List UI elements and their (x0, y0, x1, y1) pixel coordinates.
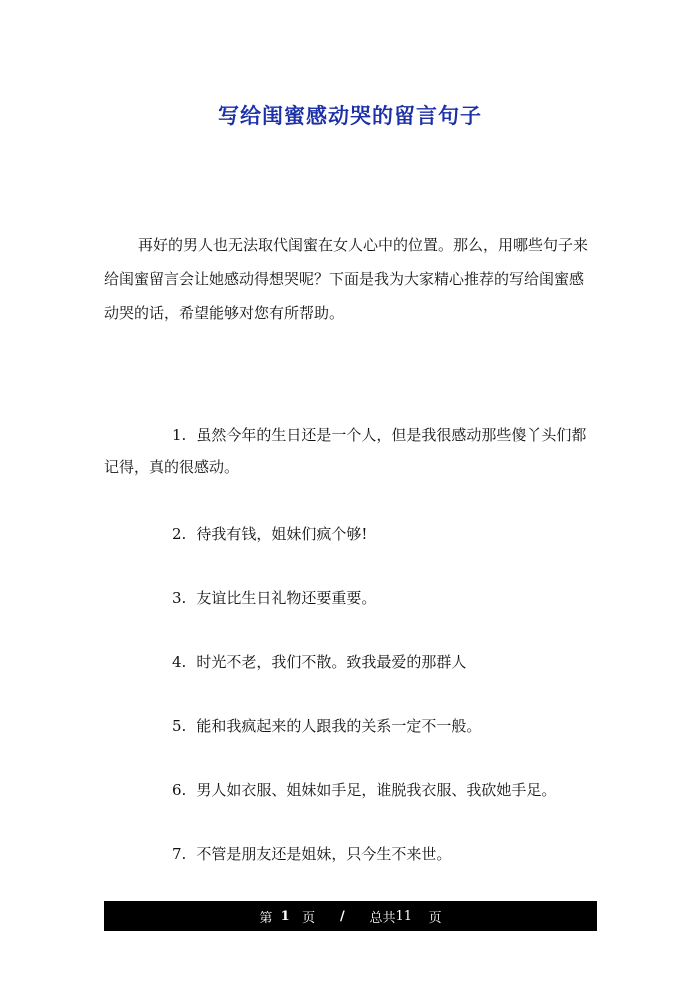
list-item-text: 能和我疯起来的人跟我的关系一定不一般。 (196, 717, 482, 735)
intro-paragraph: 再好的男人也无法取代闺蜜在女人心中的位置。那么，用哪些句子来给闺蜜留言会让她感动得想哭呢？下面是我为大家精心推荐的写给闺蜜感动哭的话，希望能够对您有所帮助。 (104, 236, 589, 322)
list-item-number: 1. (172, 426, 187, 444)
page-suffix: 页 (302, 910, 316, 926)
total-pages: 11 (395, 908, 413, 924)
list-item (104, 838, 598, 870)
page-separator: / (339, 908, 345, 924)
document-title: 写给闺蜜感动哭的留言句子 (218, 103, 482, 128)
total-suffix: 页 (428, 910, 442, 926)
list-item-text: 不管是朋友还是姐妹，只今生不来世。 (196, 845, 452, 863)
list-item-number: 6. (172, 781, 187, 799)
list-item-number: 2. (172, 525, 187, 543)
list-item (104, 518, 598, 550)
list-item-number: 3. (172, 589, 187, 607)
page-footer (104, 901, 597, 931)
list-item-text: 友谊比生日礼物还要重要。 (196, 589, 377, 607)
list-item-text: 待我有钱，姐妹们疯个够! (196, 525, 368, 543)
page-number: 1 (280, 908, 290, 924)
total-prefix: 总共 (369, 910, 396, 926)
list-item-text: 虽然今年的生日还是一个人，但是我很感动那些傻丫头们都记得，真的很感动。 (104, 426, 587, 476)
list-item (104, 710, 598, 742)
list-item (104, 774, 598, 806)
list-item-text: 时光不老，我们不散。致我最爱的那群人 (196, 653, 467, 671)
list-item (104, 419, 598, 483)
list-item-number: 7. (172, 845, 187, 863)
list-item-text: 男人如衣服、姐妹如手足，谁脱我衣服、我砍她手足。 (196, 781, 557, 799)
page-prefix: 第 (259, 910, 273, 926)
list-item-number: 4. (172, 653, 187, 671)
list-item-number: 5. (172, 717, 187, 735)
list-item (104, 646, 598, 678)
list-item (104, 582, 598, 614)
